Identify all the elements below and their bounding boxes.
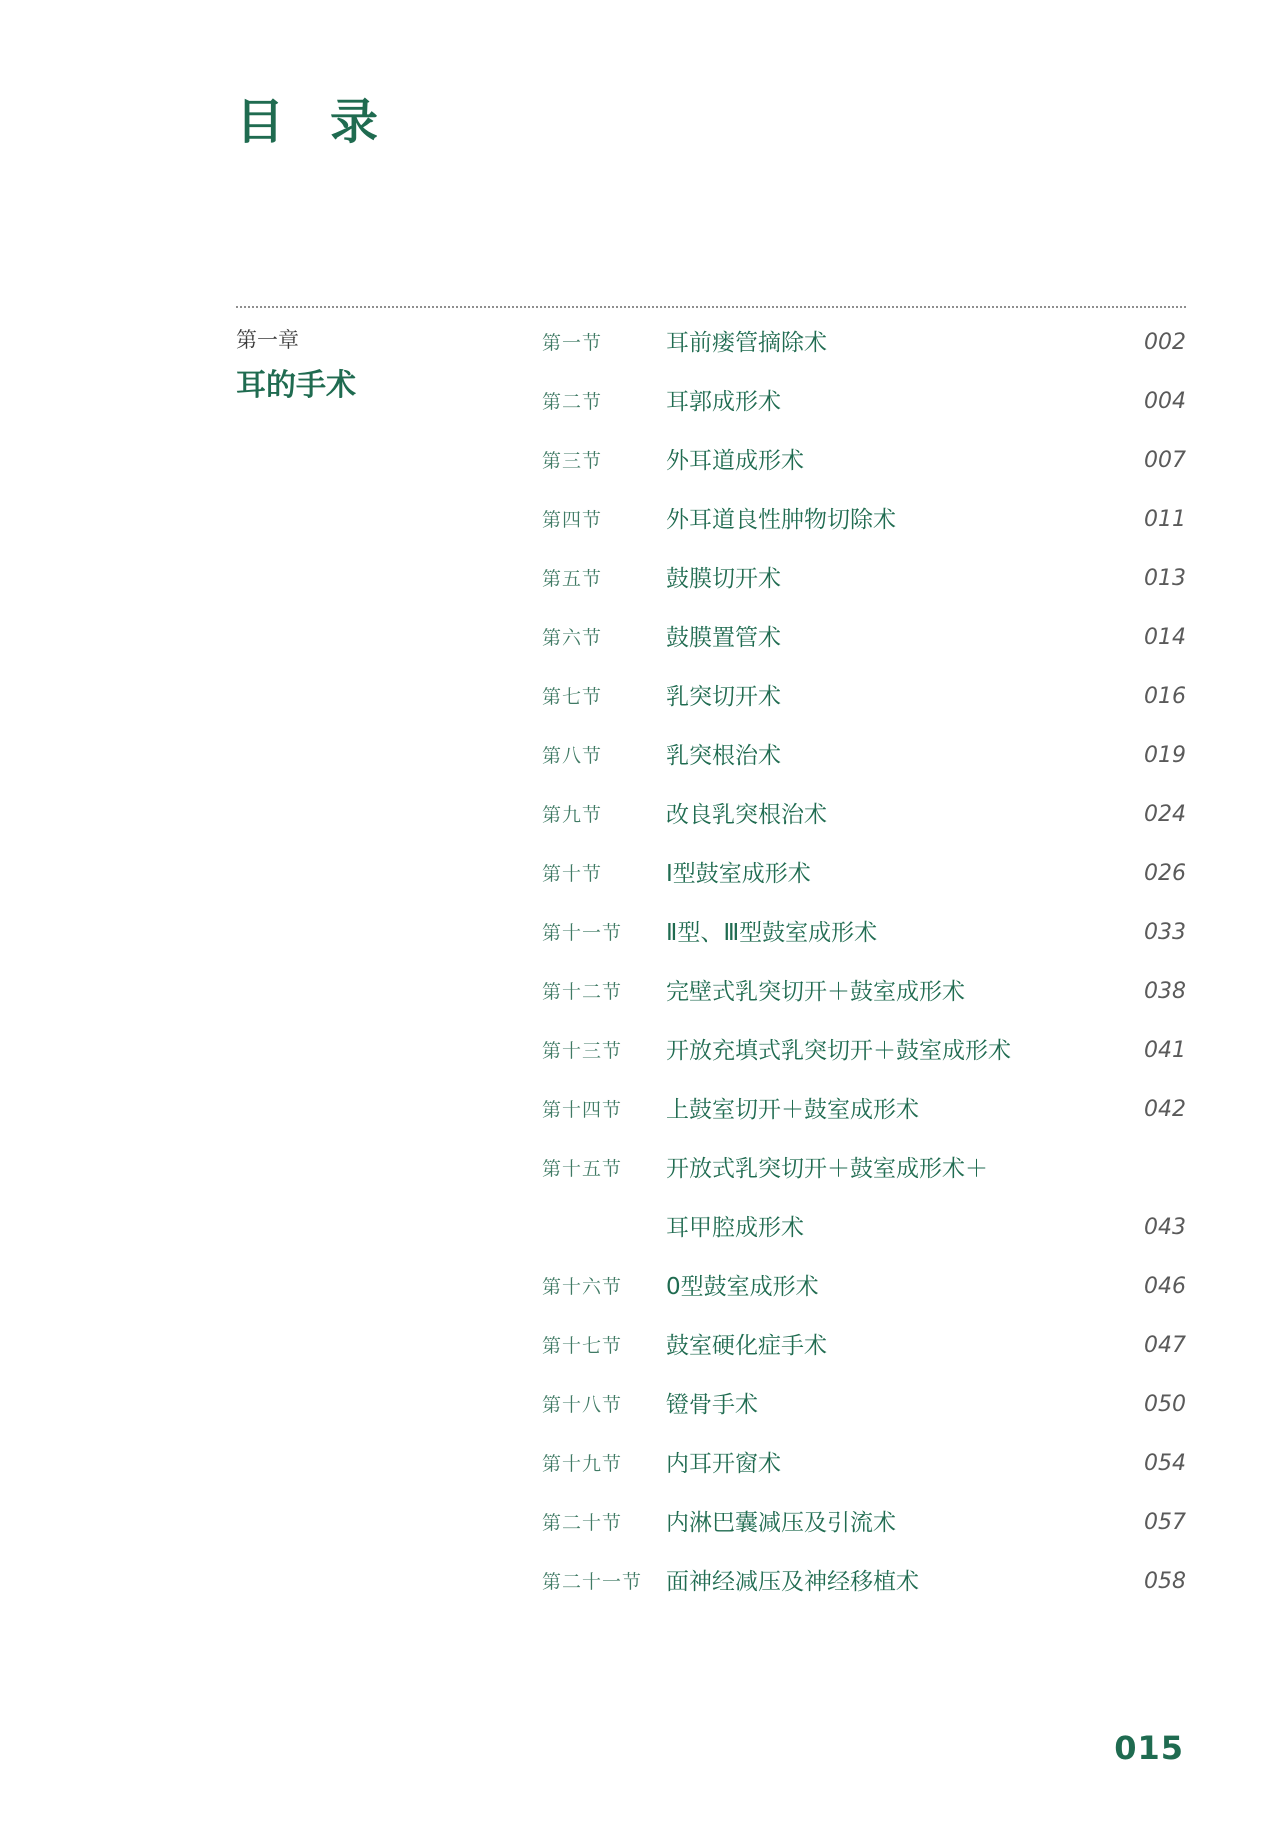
toc-section-number: 第二节: [542, 391, 603, 413]
toc-entry[interactable]: [542, 436, 1186, 495]
toc-page-number: 024: [1144, 802, 1186, 827]
toc-page-number: 058: [1144, 1569, 1186, 1594]
toc-entry-title: 耳甲腔成形术: [666, 1215, 804, 1241]
toc-page-number: 026: [1144, 861, 1186, 886]
toc-section-number: 第十八节: [542, 1394, 623, 1416]
toc-page-number: 041: [1144, 1038, 1186, 1063]
toc-section-number: 第十一节: [542, 922, 623, 944]
toc-entry-title: 鼓膜切开术: [666, 566, 781, 592]
toc-section-number: 第十四节: [542, 1099, 623, 1121]
toc-entry-title: Ⅱ型、Ⅲ型鼓室成形术: [666, 920, 878, 946]
toc-section-number: 第七节: [542, 686, 603, 708]
toc-entry-title: 镫骨手术: [666, 1392, 758, 1418]
toc-page-number: 002: [1144, 330, 1186, 355]
toc-entry-title: 上鼓室切开＋鼓室成形术: [666, 1097, 919, 1123]
toc-entry-title: 乳突切开术: [666, 684, 781, 710]
toc-entry[interactable]: [542, 790, 1186, 849]
toc-entry[interactable]: [542, 1557, 1186, 1616]
toc-section-number: 第十五节: [542, 1158, 623, 1180]
chapter-title: 耳的手术: [236, 368, 356, 403]
toc-section-number: 第五节: [542, 568, 603, 590]
toc-entry-title: 完壁式乳突切开＋鼓室成形术: [666, 979, 965, 1005]
toc-entry-title: 外耳道成形术: [666, 448, 804, 474]
toc-page-number: 043: [1144, 1215, 1186, 1240]
toc-entry-title: 外耳道良性肿物切除术: [666, 507, 896, 533]
toc-entry[interactable]: [542, 672, 1186, 731]
toc-section-number: 第二十一节: [542, 1571, 643, 1593]
toc-section-number: 第十三节: [542, 1040, 623, 1062]
toc-entry[interactable]: [542, 613, 1186, 672]
toc-section-number: 第一节: [542, 332, 603, 354]
divider: [236, 306, 1186, 308]
toc-entry[interactable]: [542, 1498, 1186, 1557]
toc-entry[interactable]: [542, 1380, 1186, 1439]
toc-page-number: 004: [1144, 389, 1186, 414]
toc-page-number: 046: [1144, 1274, 1186, 1299]
toc-section-number: 第六节: [542, 627, 603, 649]
toc-page-number: 047: [1144, 1333, 1186, 1358]
table-of-contents: [542, 318, 1186, 1616]
toc-page-number: 014: [1144, 625, 1186, 650]
toc-page-number: 038: [1144, 979, 1186, 1004]
toc-entry[interactable]: [542, 1085, 1186, 1144]
toc-section-number: 第八节: [542, 745, 603, 767]
toc-entry-title: 内耳开窗术: [666, 1451, 781, 1477]
toc-page-number: 033: [1144, 920, 1186, 945]
toc-entry-title: 内淋巴囊减压及引流术: [666, 1510, 896, 1536]
toc-section-number: 第十六节: [542, 1276, 623, 1298]
toc-page-number: 057: [1144, 1510, 1186, 1535]
toc-entry-title: 鼓膜置管术: [666, 625, 781, 651]
toc-page-number: 016: [1144, 684, 1186, 709]
toc-entry[interactable]: [542, 967, 1186, 1026]
toc-entry[interactable]: [542, 318, 1186, 377]
toc-section-number: 第四节: [542, 509, 603, 531]
toc-page-number: 013: [1144, 566, 1186, 591]
toc-entry[interactable]: [542, 731, 1186, 790]
toc-entry-title: 开放式乳突切开＋鼓室成形术＋: [666, 1156, 988, 1182]
toc-entry[interactable]: [542, 1026, 1186, 1085]
toc-section-number: 第九节: [542, 804, 603, 826]
toc-entry[interactable]: [542, 1144, 1186, 1203]
toc-entry-title: 鼓室硬化症手术: [666, 1333, 827, 1359]
toc-entry[interactable]: [542, 849, 1186, 908]
toc-entry-title: Ⅰ型鼓室成形术: [666, 861, 811, 887]
toc-entry-title: 乳突根治术: [666, 743, 781, 769]
toc-entry[interactable]: [542, 377, 1186, 436]
chapter-label: 第一章: [236, 328, 299, 352]
toc-section-number: 第三节: [542, 450, 603, 472]
page-title: 目录: [236, 94, 425, 150]
toc-entry[interactable]: [542, 1321, 1186, 1380]
toc-section-number: 第十七节: [542, 1335, 623, 1357]
toc-entry-title: 耳前瘘管摘除术: [666, 330, 827, 356]
toc-entry[interactable]: [542, 908, 1186, 967]
toc-page-number: 042: [1144, 1097, 1186, 1122]
toc-page-number: 019: [1144, 743, 1186, 768]
toc-page-number: 007: [1144, 448, 1186, 473]
toc-entry[interactable]: [542, 1262, 1186, 1321]
toc-entry[interactable]: [542, 554, 1186, 613]
toc-entry-title: 0型鼓室成形术: [666, 1274, 819, 1300]
page-number: 015: [1114, 1729, 1184, 1767]
toc-entry[interactable]: [542, 1203, 1186, 1262]
toc-entry-title: 面神经减压及神经移植术: [666, 1569, 919, 1595]
toc-entry[interactable]: [542, 495, 1186, 554]
toc-entry-title: 开放充填式乳突切开＋鼓室成形术: [666, 1038, 1011, 1064]
toc-section-number: 第二十节: [542, 1512, 623, 1534]
toc-entry-title: 耳郭成形术: [666, 389, 781, 415]
toc-page-number: 011: [1144, 507, 1186, 532]
toc-page-number: 054: [1144, 1451, 1186, 1476]
toc-section-number: 第十节: [542, 863, 603, 885]
toc-page-number: 050: [1144, 1392, 1186, 1417]
toc-section-number: 第十九节: [542, 1453, 623, 1475]
toc-entry[interactable]: [542, 1439, 1186, 1498]
toc-entry-title: 改良乳突根治术: [666, 802, 827, 828]
toc-section-number: 第十二节: [542, 981, 623, 1003]
